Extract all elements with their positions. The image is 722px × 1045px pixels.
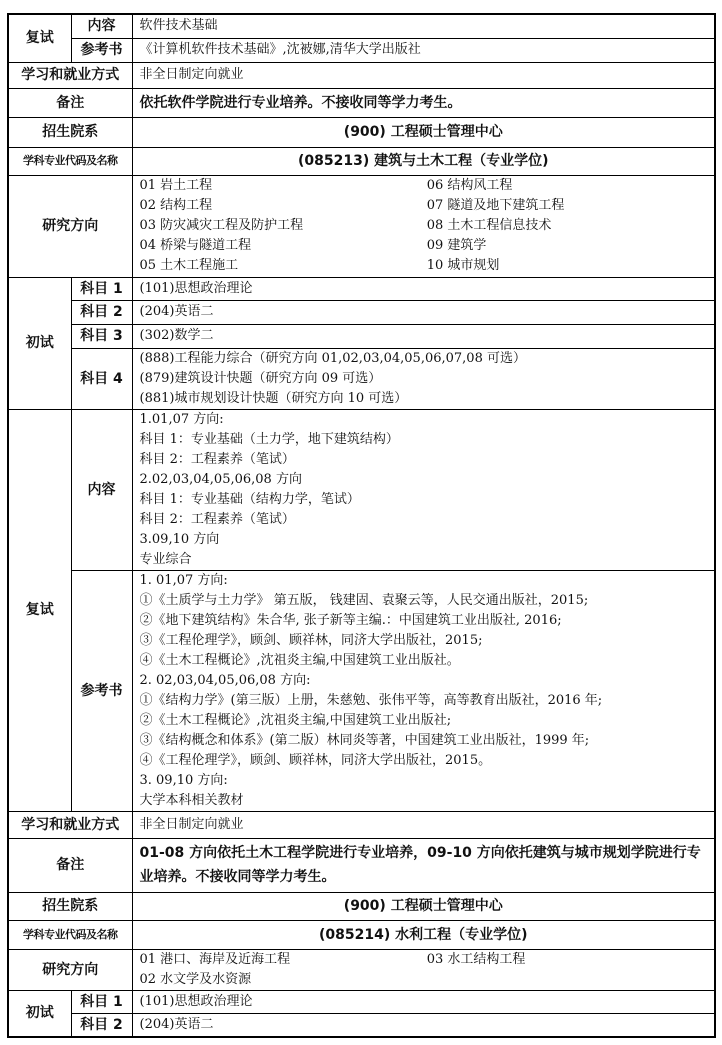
chushi-label: 初试 bbox=[8, 990, 71, 1037]
neirong-label: 内容 bbox=[71, 409, 132, 570]
text-line: 2. 02,03,04,05,06,08 方向: bbox=[139, 672, 311, 688]
subject-value: (101)思想政治理论 bbox=[132, 990, 715, 1013]
neirong-label: 内容 bbox=[71, 14, 132, 38]
text-line: 3.09,10 方向 bbox=[139, 531, 220, 547]
note-value: 01-08 方向依托土木工程学院进行专业培养，09-10 方向依托建筑与城市规划学院进行专业培养。不接收同等学力考生。 bbox=[132, 838, 715, 892]
text-line: ④《工程伦理学》，顾剑、顾祥林，同济大学出版社，2015。 bbox=[139, 752, 492, 768]
dept-value: (900) 工程硕士管理中心 bbox=[132, 892, 715, 920]
major-label: 学科专业代码及名称 bbox=[8, 147, 132, 175]
text-line: 01 岩土工程 bbox=[139, 178, 213, 193]
text-line: ①《土质学与土力学》 第五版， 钱建固、袁聚云等，人民交通出版社，2015; bbox=[139, 592, 589, 608]
text-line: 06 结构风工程 bbox=[426, 178, 513, 193]
direction-list bbox=[132, 175, 715, 277]
cankaoshu-value bbox=[132, 570, 715, 811]
subject-line: (881)城市规划设计快题（研究方向 10 可选） bbox=[139, 390, 408, 406]
dept-label: 招生院系 bbox=[8, 117, 132, 147]
subject-label: 科目 2 bbox=[71, 1013, 132, 1037]
text-line: ②《地下建筑结构》朱合华, 张子新等主编.：中国建筑工业出版社, 2016; bbox=[139, 612, 562, 628]
text-line: 05 土木工程施工 bbox=[139, 258, 239, 273]
text-line: 大学本科相关教材 bbox=[139, 792, 244, 808]
note-label: 备注 bbox=[8, 88, 132, 117]
admissions-table bbox=[7, 13, 716, 1038]
subject-line: (888)工程能力综合（研究方向 01,02,03,04,05,06,07,08 可选） bbox=[139, 350, 526, 366]
text-line: 07 隧道及地下建筑工程 bbox=[426, 198, 565, 213]
major-value: (085213) 建筑与土木工程（专业学位) bbox=[132, 147, 715, 175]
dept-label: 招生院系 bbox=[8, 892, 132, 920]
text-line: 1.01,07 方向: bbox=[139, 411, 224, 427]
subject-label: 科目 1 bbox=[71, 990, 132, 1013]
direction-column bbox=[427, 176, 714, 276]
major-label: 学科专业代码及名称 bbox=[8, 920, 132, 949]
text-line: 02 水文学及水资源 bbox=[139, 971, 252, 987]
direction-column bbox=[140, 950, 427, 990]
text-line: 科目 1：专业基础（土力学，地下建筑结构） bbox=[139, 431, 399, 447]
text-line: ②《土木工程概论》,沈祖炎主编,中国建筑工业出版社; bbox=[139, 712, 452, 728]
subject-label: 科目 3 bbox=[71, 324, 132, 348]
text-line: 2.02,03,04,05,06,08 方向 bbox=[139, 471, 302, 487]
subject-value: (302)数学二 bbox=[132, 324, 715, 348]
note-value: 依托软件学院进行专业培养。不接收同等学力考生。 bbox=[132, 88, 715, 117]
neirong-value bbox=[132, 409, 715, 570]
cankaoshu-value: 《计算机软件技术基础》,沈被娜,清华大学出版社 bbox=[132, 38, 715, 62]
text-line: 专业综合 bbox=[139, 551, 192, 567]
text-line: 1. 01,07 方向: bbox=[139, 572, 228, 588]
subject-label: 科目 1 bbox=[71, 277, 132, 300]
subject-value: (204)英语二 bbox=[132, 300, 715, 324]
dept-value: (900) 工程硕士管理中心 bbox=[132, 117, 715, 147]
text-line: 03 防灾减灾工程及防护工程 bbox=[139, 218, 304, 233]
study-label: 学习和就业方式 bbox=[8, 811, 132, 838]
text-line: 科目 2：工程素养（笔试） bbox=[139, 451, 295, 467]
text-line: 3. 09,10 方向: bbox=[139, 772, 228, 788]
cankaoshu-label: 参考书 bbox=[71, 38, 132, 62]
direction-column bbox=[427, 950, 714, 990]
major-value: (085214) 水利工程（专业学位) bbox=[132, 920, 715, 949]
subject-value: (101)思想政治理论 bbox=[132, 277, 715, 300]
note-label: 备注 bbox=[8, 838, 132, 892]
study-label: 学习和就业方式 bbox=[8, 62, 132, 88]
text-line: 01 港口、海岸及近海工程 bbox=[139, 951, 291, 967]
fushi-label: 复试 bbox=[8, 14, 71, 62]
subject-label: 科目 2 bbox=[71, 300, 132, 324]
subject-value: (204)英语二 bbox=[132, 1013, 715, 1037]
text-line: 03 水工结构工程 bbox=[426, 951, 526, 967]
cankaoshu-label: 参考书 bbox=[71, 570, 132, 811]
subject-line: (879)建筑设计快题（研究方向 09 可选） bbox=[139, 370, 382, 386]
study-value: 非全日制定向就业 bbox=[132, 62, 715, 88]
direction-label: 研究方向 bbox=[8, 175, 132, 277]
text-line: ④《土木工程概论》,沈祖炎主编,中国建筑工业出版社。 bbox=[139, 652, 460, 668]
subject-label: 科目 4 bbox=[71, 348, 132, 409]
study-value: 非全日制定向就业 bbox=[132, 811, 715, 838]
direction-label: 研究方向 bbox=[8, 949, 132, 990]
direction-column bbox=[140, 176, 427, 276]
neirong-value: 软件技术基础 bbox=[132, 14, 715, 38]
text-line: 02 结构工程 bbox=[139, 198, 213, 213]
text-line: 04 桥梁与隧道工程 bbox=[139, 238, 252, 253]
direction-list bbox=[132, 949, 715, 990]
text-line: 科目 1：专业基础（结构力学，笔试） bbox=[139, 491, 360, 507]
text-line: 08 土木工程信息技术 bbox=[426, 218, 552, 233]
text-line: 科目 2：工程素养（笔试） bbox=[139, 511, 295, 527]
text-line: ①《结构力学》(第三版）上册，朱慈勉、张伟平等，高等教育出版社，2016 年; bbox=[139, 692, 603, 708]
subject-value bbox=[132, 348, 715, 409]
text-line: ③《结构概念和体系》(第二版）林同炎等著，中国建筑工业出版社，1999 年; bbox=[139, 732, 590, 748]
fushi-label: 复试 bbox=[8, 409, 71, 811]
text-line: 10 城市规划 bbox=[426, 258, 500, 273]
text-line: 09 建筑学 bbox=[426, 238, 487, 253]
text-line: ③《工程伦理学》，顾剑、顾祥林，同济大学出版社，2015; bbox=[139, 632, 483, 648]
chushi-label: 初试 bbox=[8, 277, 71, 409]
